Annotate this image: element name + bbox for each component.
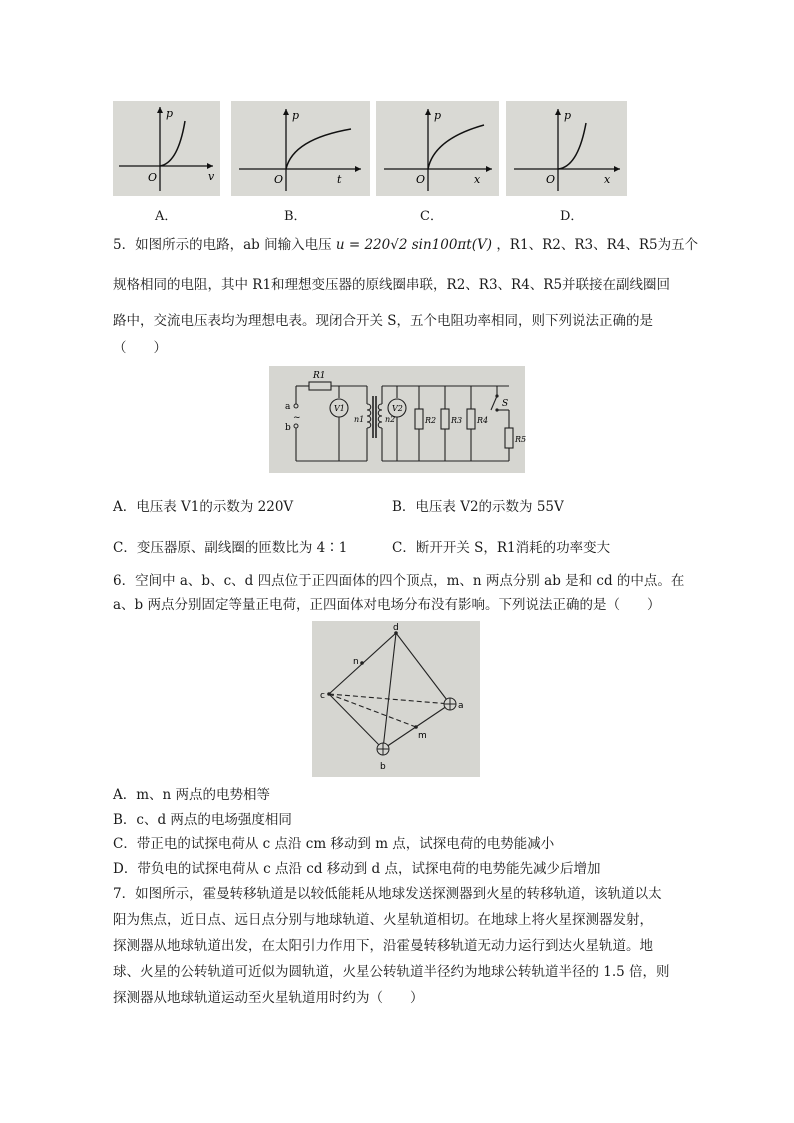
resistor-r3	[441, 409, 449, 429]
q7-line-1: 7．如图所示，霍曼转移轨道是以较低能耗从地球发送探测器到火星的转移轨道，该轨道以太	[113, 886, 662, 902]
q5-circuit-figure	[269, 366, 525, 473]
curve-a	[160, 121, 185, 166]
q5-option-b[interactable]: B．电压表 V2的示数为 55V	[392, 499, 564, 515]
q6-line-1: 6．空间中 a、b、c、d 四点位于正四面体的四个顶点，m、n 两点分别 ab 是和 cd 的中点。在	[113, 573, 685, 589]
label-s: S	[502, 399, 509, 409]
q6-option-d[interactable]: D．带负电的试探电荷从 c 点沿 cd 移动到 d 点，试探电荷的电势能先减少后增加	[113, 861, 601, 877]
p-axis-label: p	[292, 109, 300, 122]
q6-line-2: a、b 两点分别固定等量正电荷，正四面体对电场分布没有影响。下列说法正确的是（ ）	[113, 597, 661, 613]
resistor-r4	[467, 409, 475, 429]
curve-c	[428, 125, 484, 169]
label-d: d	[393, 623, 399, 633]
label-b: b	[380, 762, 386, 772]
graph-option-a	[113, 101, 220, 196]
graph-label-a: A．	[155, 209, 178, 224]
label-m: m	[418, 731, 427, 741]
secondary-coil	[378, 404, 382, 428]
x-axis-label: x	[604, 173, 611, 186]
q7-line-5: 探测器从地球轨道运动至火星轨道用时约为（ ）	[113, 990, 424, 1006]
x-axis-label: x	[474, 173, 481, 186]
p-axis-label: p	[564, 109, 572, 122]
label-v1: V1	[334, 404, 345, 413]
q5-line1-text-b: ，R1、R2、R3、R4、R5为五个	[496, 237, 699, 253]
q5-line1-text-a: 5．如图所示的电路，ab 间输入电压	[113, 237, 332, 253]
graph-option-b	[231, 101, 370, 196]
label-r1: R1	[313, 371, 326, 381]
q5-line-4: （ ）	[113, 340, 167, 356]
graph-label-b: B．	[284, 209, 307, 224]
label-c: c	[320, 691, 325, 701]
graph-option-d	[506, 101, 627, 196]
label-r4: R4	[477, 416, 489, 425]
switch-s	[491, 396, 497, 410]
circuit-svg	[269, 366, 525, 473]
q5-option-d[interactable]: C．断开开关 S，R1消耗的功率变大	[392, 540, 611, 556]
graph-b-svg	[231, 101, 370, 196]
label-a: a	[458, 701, 464, 711]
q7-line-2: 阳为焦点，近日点、远日点分别与地球轨道、火星轨道相切。在地球上将火星探测器发射，	[113, 912, 653, 928]
q6-option-c[interactable]: C．带正电的试探电荷从 c 点沿 cm 移动到 m 点，试探电荷的电势能减小	[113, 836, 555, 852]
terminal-a	[294, 404, 298, 408]
label-r2: R2	[425, 416, 437, 425]
origin-label: O	[274, 173, 284, 186]
x-axis-label: v	[208, 170, 215, 183]
tetrahedron-svg	[312, 621, 480, 777]
label-n1: n1	[354, 415, 365, 424]
q5-voltage-formula: u = 220√2 sin100πt(V)	[335, 237, 493, 253]
curve-b	[286, 129, 351, 169]
graph-option-c	[376, 101, 499, 196]
graph-label-d: D．	[560, 209, 584, 224]
label-b: b	[285, 423, 291, 433]
graph-c-svg	[376, 101, 499, 196]
terminal-b	[294, 424, 298, 428]
q5-option-c[interactable]: C．变压器原、副线圈的匝数比为 4∶1	[113, 540, 348, 556]
q6-tetrahedron-figure	[312, 621, 480, 777]
origin-label: O	[546, 173, 556, 186]
label-n2: n2	[385, 415, 396, 424]
curve-d	[558, 123, 586, 169]
origin-label: O	[416, 173, 426, 186]
q5-option-a[interactable]: A．电压表 V1的示数为 220V	[113, 499, 294, 515]
graph-a-svg	[113, 101, 220, 196]
label-v2: V2	[392, 404, 403, 413]
q6-option-b[interactable]: B．c、d 两点的电场强度相同	[113, 812, 292, 828]
q5-line-1	[113, 235, 698, 255]
x-axis-label: t	[337, 173, 342, 186]
label-r3: R3	[451, 416, 463, 425]
label-a: a	[285, 402, 291, 412]
resistor-r5	[505, 428, 513, 448]
graph-label-c: C．	[420, 209, 443, 224]
origin-label: O	[148, 171, 158, 184]
p-axis-label: p	[434, 109, 442, 122]
q5-line-2: 规格相同的电阻，其中 R1和理想变压器的原线圈串联，R2、R3、R4、R5并联接在副线圈回	[113, 277, 671, 293]
resistor-r2	[415, 409, 423, 429]
label-n: n	[353, 657, 359, 667]
q7-line-4: 球、火星的公转轨道可近似为圆轨道，火星公转轨道半径约为地球公转轨道半径的 1.5 倍，则	[113, 964, 670, 980]
resistor-r1	[309, 382, 331, 390]
q7-line-3: 探测器从地球轨道出发，在太阳引力作用下，沿霍曼转移轨道无动力运行到达火星轨道。地	[113, 938, 653, 954]
q6-option-a[interactable]: A．m、n 两点的电势相等	[113, 787, 271, 803]
primary-coil	[367, 404, 371, 428]
q5-line-3: 路中，交流电压表均为理想电表。现闭合开关 S，五个电阻功率相同，则下列说法正确的是	[113, 313, 654, 329]
p-axis-label: p	[166, 107, 174, 120]
label-r5: R5	[515, 435, 527, 444]
label-tilde: ~	[293, 413, 301, 423]
graph-d-svg	[506, 101, 627, 196]
